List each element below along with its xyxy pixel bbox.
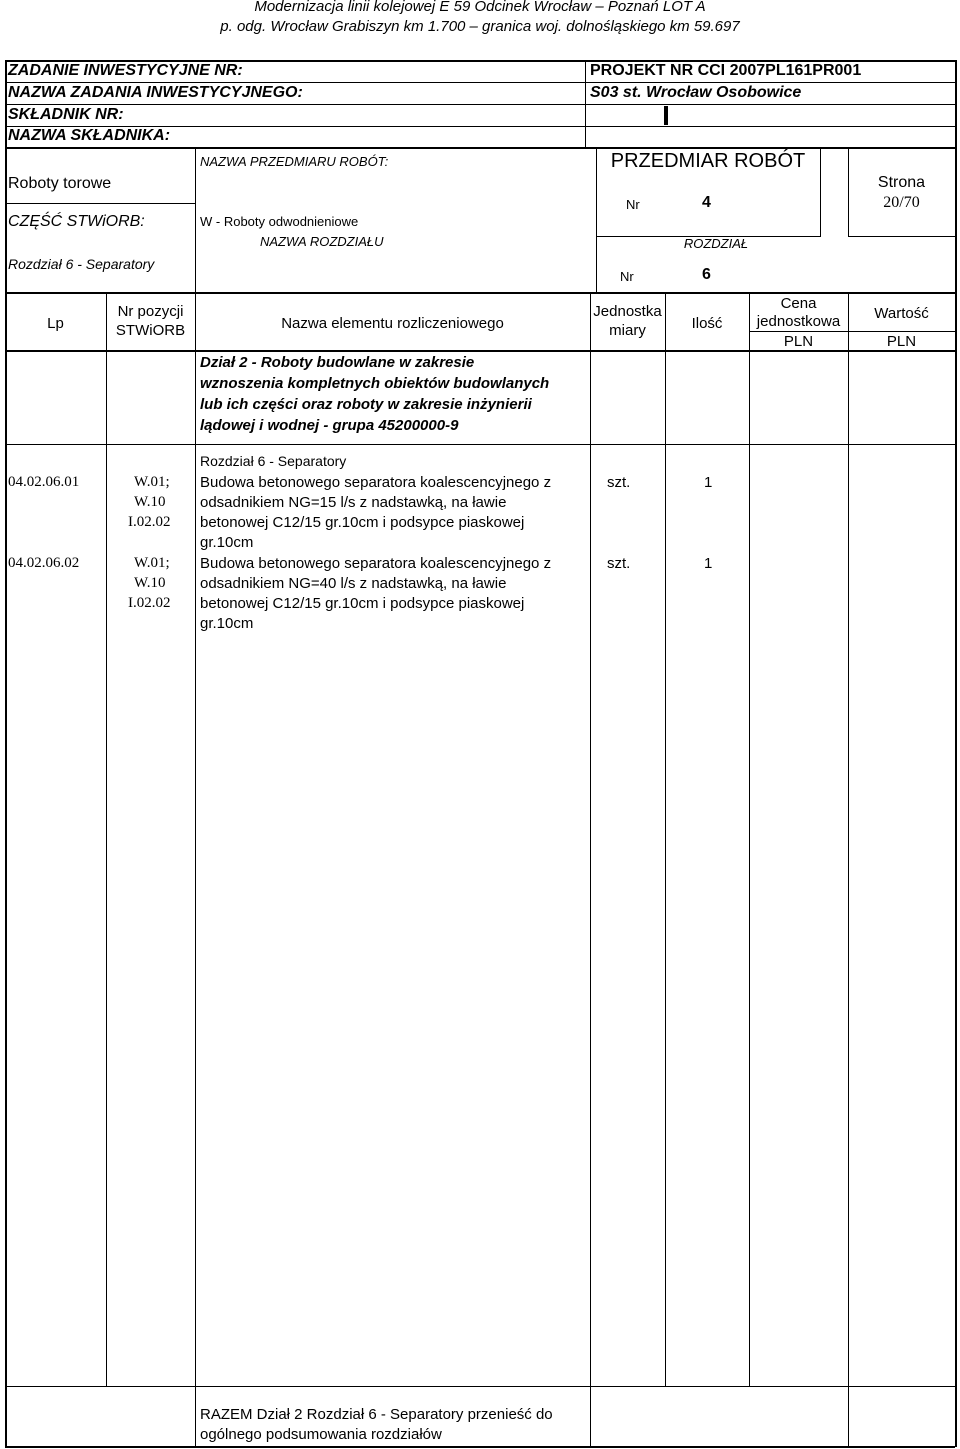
item-lp: 04.02.06.01 xyxy=(8,474,80,490)
item-unit: szt. xyxy=(607,474,631,491)
divider xyxy=(820,148,849,149)
footer-summary-line1: RAZEM Dział 2 Rozdział 6 - Separatory przenieść do xyxy=(200,1406,553,1423)
project-title-line1: Modernizacja linii kolejowej E 59 Odcinek Wrocław – Poznań LOT A xyxy=(254,0,706,15)
przedmiar-value: W - Roboty odwodnieniowe xyxy=(200,214,359,229)
col-jednostka-1: Jednostka xyxy=(593,303,662,320)
item-desc: betonowej C12/15 gr.10cm i podsypce piaskowej xyxy=(200,514,525,531)
col-nazwa: Nazwa elementu rozliczeniowego xyxy=(281,315,504,332)
nazwa-rozdzialu-label: NAZWA ROZDZIAŁU xyxy=(260,234,384,249)
col-cena-pln: PLN xyxy=(783,333,814,350)
divider xyxy=(848,293,849,1387)
item-nr: W.10 xyxy=(134,575,166,591)
rozdzial-label: Rozdział 6 - Separatory xyxy=(8,256,155,272)
project-title-line2: p. odg. Wrocław Grabiszyn km 1.700 – granica woj. dolnośląskiego km 59.697 xyxy=(220,18,740,35)
col-lp: Lp xyxy=(47,315,64,332)
col-jednostka-2: miary xyxy=(609,322,646,339)
divider xyxy=(195,1386,196,1447)
nr2-value: 6 xyxy=(702,266,711,283)
item-desc: gr.10cm xyxy=(200,615,254,632)
skladnik-label: SKŁADNIK NR: xyxy=(8,106,124,123)
nazwa-przedmiaru-label: NAZWA PRZEDMIARU ROBÓT: xyxy=(200,154,389,169)
divider xyxy=(848,1386,849,1447)
divider xyxy=(5,292,955,294)
przedmiar-title: PRZEDMIAR ROBÓT xyxy=(610,150,806,172)
divider xyxy=(195,293,196,1387)
item-desc: betonowej C12/15 gr.10cm i podsypce piaskowej xyxy=(200,595,525,612)
divider xyxy=(5,82,955,83)
dzial-line2: wznoszenia kompletnych obiektów budowlanych xyxy=(200,375,550,392)
strona-value: 20/70 xyxy=(883,194,920,211)
divider xyxy=(5,147,955,149)
divider xyxy=(590,293,591,1387)
item-desc: odsadnikiem NG=40 l/s z nadstawką, na ławie xyxy=(200,575,507,592)
divider xyxy=(665,293,666,1387)
item-lp: 04.02.06.02 xyxy=(8,555,80,571)
roboty-label: Roboty torowe xyxy=(8,175,112,192)
divider xyxy=(106,293,107,1387)
item-qty: 1 xyxy=(704,474,713,491)
marker-bar xyxy=(664,106,668,125)
divider xyxy=(5,1446,955,1448)
zadanie-label: ZADANIE INWESTYCYJNE NR: xyxy=(8,62,243,79)
item-nr: I.02.02 xyxy=(128,595,171,611)
item-nr: W.10 xyxy=(134,494,166,510)
col-wartosc-pln: PLN xyxy=(886,333,917,350)
dzial-line1: Dział 2 - Roboty budowlane w zakresie xyxy=(200,354,475,371)
item-desc: Budowa betonowego separatora koalescencyjnego z xyxy=(200,474,552,491)
item-nr: I.02.02 xyxy=(128,514,171,530)
divider xyxy=(5,203,195,204)
col-wartosc: Wartość xyxy=(874,305,929,322)
nr2-label: Nr xyxy=(620,269,634,284)
item-desc: Budowa betonowego separatora koalescencyjnego z xyxy=(200,555,552,572)
divider xyxy=(5,350,955,352)
projekt-number: PROJEKT NR CCI 2007PL161PR001 xyxy=(590,62,862,79)
col-cena-2: jednostkowa xyxy=(756,313,841,330)
item-qty: 1 xyxy=(704,555,713,572)
divider xyxy=(5,1386,955,1387)
divider xyxy=(5,1386,7,1447)
divider xyxy=(955,60,957,1387)
dzial-line3: lub ich części oraz roboty w zakresie inżynierii xyxy=(200,396,532,413)
dzial-line4: lądowej i wodnej - grupa 45200000-9 xyxy=(200,417,459,434)
item-desc: gr.10cm xyxy=(200,534,254,551)
footer-summary-line2: ogólnego podsumowania rozdziałów xyxy=(200,1426,442,1443)
nazwa-zadania-label: NAZWA ZADANIA INWESTYCYJNEGO: xyxy=(8,84,303,101)
divider xyxy=(820,148,821,236)
divider xyxy=(5,60,7,1387)
col-ilosc: Ilość xyxy=(691,315,723,332)
divider xyxy=(848,148,849,236)
item-unit: szt. xyxy=(607,555,631,572)
nazwa-skladnika-label: NAZWA SKŁADNIKA: xyxy=(8,127,171,144)
divider xyxy=(5,444,955,445)
station-name: S03 st. Wrocław Osobowice xyxy=(590,84,802,101)
nr-label: Nr xyxy=(626,197,640,212)
rozdzial-small-label: ROZDZIAŁ xyxy=(683,236,749,251)
col-nr-pozycji-1: Nr pozycji xyxy=(117,303,184,320)
divider xyxy=(848,236,955,237)
divider xyxy=(749,293,750,1387)
divider xyxy=(955,1386,957,1447)
item-nr: W.01; xyxy=(134,555,170,571)
item-nr: W.01; xyxy=(134,474,170,490)
divider xyxy=(749,331,955,332)
col-nr-pozycji-2: STWiORB xyxy=(115,322,186,339)
czesc-label: CZĘŚĆ STWiORB: xyxy=(8,213,145,230)
nr-value: 4 xyxy=(702,194,711,211)
item-desc: odsadnikiem NG=15 l/s z nadstawką, na ławie xyxy=(200,494,507,511)
rozdzial-heading: Rozdział 6 - Separatory xyxy=(200,453,347,469)
divider xyxy=(195,148,196,292)
divider xyxy=(5,104,955,105)
divider xyxy=(590,1386,591,1447)
strona-label: Strona xyxy=(877,174,926,191)
col-cena-1: Cena xyxy=(780,295,817,312)
